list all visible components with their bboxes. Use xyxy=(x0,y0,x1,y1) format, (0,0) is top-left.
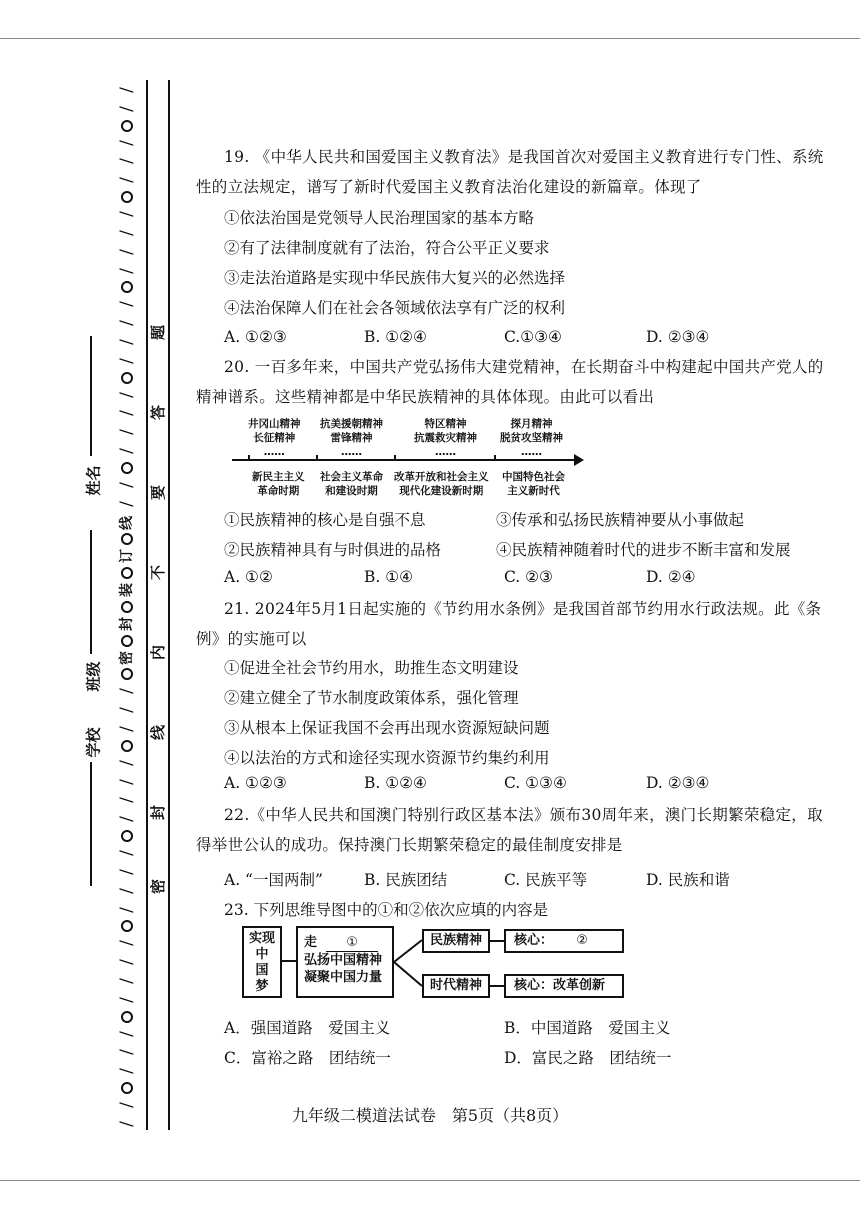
notice-word-3: 要 xyxy=(149,484,168,501)
q22-option-b[interactable]: B. 民族团结 xyxy=(364,871,448,889)
notice-word-1: 题 xyxy=(149,324,168,341)
top-rule xyxy=(0,38,860,39)
seal-dash: / xyxy=(116,906,137,913)
seal-dash: / xyxy=(116,339,137,345)
map-branch2-core-box: 核心：改革创新 xyxy=(504,974,624,998)
seal-dash: / xyxy=(116,301,137,308)
seal-dash: / xyxy=(116,1030,137,1037)
seal-dash: / xyxy=(116,778,137,785)
seal-circle-icon xyxy=(121,740,133,752)
seal-dash: / xyxy=(116,868,137,875)
q21-item-4: ④以法治的方式和途径实现水资源节约集约利用 xyxy=(224,749,550,767)
school-label: 学校 xyxy=(84,727,103,758)
seal-dash: / xyxy=(116,482,137,488)
seal-dash: / xyxy=(116,816,137,823)
binding-line-outer xyxy=(146,80,148,1130)
seal-dash: / xyxy=(116,267,137,274)
seal-dash: / xyxy=(116,139,137,146)
q19-item-2: ②有了法律制度就有了法治，符合公平正义要求 xyxy=(224,239,550,257)
q22-option-d[interactable]: D. 民族和谐 xyxy=(646,871,730,889)
q20-option-b[interactable]: B. ①④ xyxy=(364,568,414,586)
map-middle-box: 走 ① 弘扬中国精神 凝聚中国力量 xyxy=(296,926,394,998)
seal-circle-icon xyxy=(121,462,133,474)
seal-dash: / xyxy=(116,358,137,364)
timeline-tick xyxy=(394,455,396,461)
map-branch1-box: 民族精神 xyxy=(422,929,490,953)
map-branch1-connector xyxy=(490,940,504,942)
timeline-period-4: 中国特色社会 主义新时代 xyxy=(502,471,565,497)
seal-dash: / xyxy=(116,996,137,1003)
seal-word: 订 xyxy=(119,549,135,564)
q19-option-a[interactable]: A. ①②③ xyxy=(224,328,287,346)
q19-stem: 19. 《中华人民共和国爱国主义教育法》是我国首次对爱国主义教育进行专门性、系统性的立法规定，谱写了新时代爱国主义教育法治化建设的新篇章。体现了 xyxy=(196,148,824,196)
q20-option-d[interactable]: D. ②④ xyxy=(646,568,696,586)
q21-item-1: ①促进全社会节约用水，助推生态文明建设 xyxy=(224,659,519,677)
q20-item-3: ③传承和弘扬民族精神要从小事做起 xyxy=(496,511,745,529)
map-connector xyxy=(282,960,296,962)
seal-dash: / xyxy=(116,448,137,455)
seal-circle-icon xyxy=(121,920,133,932)
q21-option-b[interactable]: B. ①②④ xyxy=(364,774,427,792)
seal-dash: / xyxy=(116,726,137,732)
seal-circle-icon xyxy=(121,601,133,613)
seal-dash: / xyxy=(116,391,137,398)
q20-option-c[interactable]: C. ②③ xyxy=(504,568,553,586)
q20-item-1: ①民族精神的核心是自强不息 xyxy=(224,511,426,529)
seal-dash-column xyxy=(112,82,142,1132)
seal-dash: / xyxy=(116,1102,137,1108)
seal-word: 封 xyxy=(119,616,135,631)
seal-dash: / xyxy=(116,850,137,856)
q22-option-a[interactable]: A. “一国两制” xyxy=(224,871,323,889)
seal-dash: / xyxy=(116,87,137,93)
seal-dash: / xyxy=(116,1049,137,1056)
seal-dash: / xyxy=(116,429,137,436)
seal-dash: / xyxy=(116,211,137,217)
seal-dash: / xyxy=(116,688,137,695)
timeline-period-1: 新民主主义 革命时期 xyxy=(252,471,305,497)
binding-line-inner xyxy=(168,80,170,1130)
notice-word-2: 答 xyxy=(149,404,168,421)
seal-dash: / xyxy=(116,248,137,255)
q19-item-4: ④法治保障人们在社会各领域依法享有广泛的权利 xyxy=(224,299,566,317)
q21-option-c[interactable]: C. ①③④ xyxy=(504,774,567,792)
q23-option-d[interactable]: D．富民之路 团结统一 xyxy=(504,1049,672,1067)
seal-circle-icon xyxy=(121,372,133,384)
seal-dash: / xyxy=(116,230,137,236)
seal-dash: / xyxy=(116,887,137,894)
name-label: 姓名 xyxy=(84,465,103,496)
map-branch2-connector xyxy=(490,985,504,987)
seal-dash: / xyxy=(116,978,137,984)
q22-stem: 22.《中华人民共和国澳门特别行政区基本法》颁布30周年来，澳门长期繁荣稳定，取得举世公认的成功。保持澳门长期繁荣稳定的最佳制度安排是 xyxy=(196,806,823,854)
q21-item-3: ③从根本上保证我国不会再出现水资源短缺问题 xyxy=(224,719,550,737)
bottom-rule xyxy=(0,1180,860,1181)
timeline-period-3: 改革开放和社会主义 现代化建设新时期 xyxy=(394,471,489,497)
seal-dash: / xyxy=(116,177,137,184)
q19-option-c[interactable]: C.①③④ xyxy=(504,328,562,346)
seal-circle-icon xyxy=(121,635,133,647)
notice-word-6: 线 xyxy=(149,724,168,741)
map-branch1-core-box: 核心： ② xyxy=(504,929,624,953)
seal-dash: / xyxy=(116,797,137,804)
school-field-line[interactable] xyxy=(90,762,92,886)
q20-item-4: ④民族精神随着时代的进步不断丰富和发展 xyxy=(496,541,791,559)
seal-circle-icon xyxy=(121,533,133,545)
q19-item-1: ①依法治国是党领导人民治理国家的基本方略 xyxy=(224,209,535,227)
q21-option-a[interactable]: A. ①②③ xyxy=(224,774,287,792)
q19-option-b[interactable]: B. ①②④ xyxy=(364,328,427,346)
map-branch2-box: 时代精神 xyxy=(422,974,490,998)
q21-item-2: ②建立健全了节水制度政策体系，强化管理 xyxy=(224,689,519,707)
seal-dash: / xyxy=(116,959,137,965)
class-label: 班级 xyxy=(84,661,103,692)
timeline-spirits-1: 井冈山精神 长征精神 …… xyxy=(248,418,301,458)
seal-dash: / xyxy=(116,500,137,507)
seal-dash: / xyxy=(116,707,137,713)
timeline-tick xyxy=(316,455,318,461)
q20-stem: 20. 一百多年来，中国共产党弘扬伟大建党精神，在长期奋斗中构建起中国共产党人的精神谱系。这些精神都是中华民族精神的具体体现。由此可以看出 xyxy=(196,358,824,406)
q23-stem: 23. 下列思维导图中的①和②依次应填的内容是 xyxy=(224,901,549,919)
name-field-line[interactable] xyxy=(90,336,92,456)
notice-word-4: 不 xyxy=(149,564,168,581)
seal-dash: / xyxy=(116,1120,137,1127)
seal-circle-icon xyxy=(121,1082,133,1094)
timeline-period-2: 社会主义革命 和建设时期 xyxy=(320,471,383,497)
map-branch-connector xyxy=(394,938,424,988)
notice-word-5: 内 xyxy=(149,644,168,661)
q21-stem: 21. 2024年5月1日起实施的《节约用水条例》是我国首部节约用水行政法规。此《条例》的实施可以 xyxy=(196,600,822,648)
seal-circle-icon xyxy=(121,567,133,579)
seal-dash: / xyxy=(116,410,137,417)
seal-dash: / xyxy=(116,940,137,947)
q21-option-d[interactable]: D. ②③④ xyxy=(646,774,710,792)
seal-circle-icon xyxy=(121,191,133,203)
seal-dash: / xyxy=(116,320,137,327)
notice-word-8: 密 xyxy=(149,878,168,895)
seal-dash: / xyxy=(116,105,137,112)
seal-dash: / xyxy=(116,158,137,165)
seal-dash: / xyxy=(116,759,137,766)
timeline-spirits-2: 抗美援朝精神 雷锋精神 …… xyxy=(320,418,383,458)
timeline-tick xyxy=(494,455,496,461)
seal-dash: / xyxy=(116,1068,137,1075)
seal-word: 装 xyxy=(119,583,135,598)
q23-option-a[interactable]: A．强国道路 爱国主义 xyxy=(224,1019,391,1037)
q23-option-b[interactable]: B．中国道路 爱国主义 xyxy=(504,1019,671,1037)
page-footer: 九年级二模道法试卷 第5页（共8页） xyxy=(291,1106,569,1125)
q23-option-c[interactable]: C．富裕之路 团结统一 xyxy=(224,1049,391,1067)
seal-word: 线 xyxy=(119,515,135,530)
seal-circle-icon xyxy=(121,281,133,293)
q20-item-2: ②民族精神具有与时俱进的品格 xyxy=(224,541,442,559)
timeline-spirits-3: 特区精神 抗震救灾精神 …… xyxy=(414,418,477,458)
seal-circle-icon xyxy=(121,120,133,132)
q20-option-a[interactable]: A. ①② xyxy=(224,568,273,586)
timeline-axis xyxy=(232,459,576,461)
q22-option-c[interactable]: C. 民族平等 xyxy=(504,871,588,889)
timeline-tick xyxy=(248,455,250,461)
q19-option-d[interactable]: D. ②③④ xyxy=(646,328,710,346)
notice-word-7: 封 xyxy=(149,804,168,821)
seal-circle-icon xyxy=(121,1011,133,1023)
timeline-arrow-icon xyxy=(574,454,584,466)
seal-word: 密 xyxy=(119,650,135,665)
seal-circle-icon xyxy=(121,830,133,842)
seal-circle-icon xyxy=(121,668,133,680)
timeline-spirits-4: 探月精神 脱贫攻坚精神 …… xyxy=(500,418,563,458)
map-root-box: 实现 中 国 梦 xyxy=(242,926,282,998)
class-field-line[interactable] xyxy=(90,530,92,654)
q19-item-3: ③走法治道路是实现中华民族伟大复兴的必然选择 xyxy=(224,269,566,287)
